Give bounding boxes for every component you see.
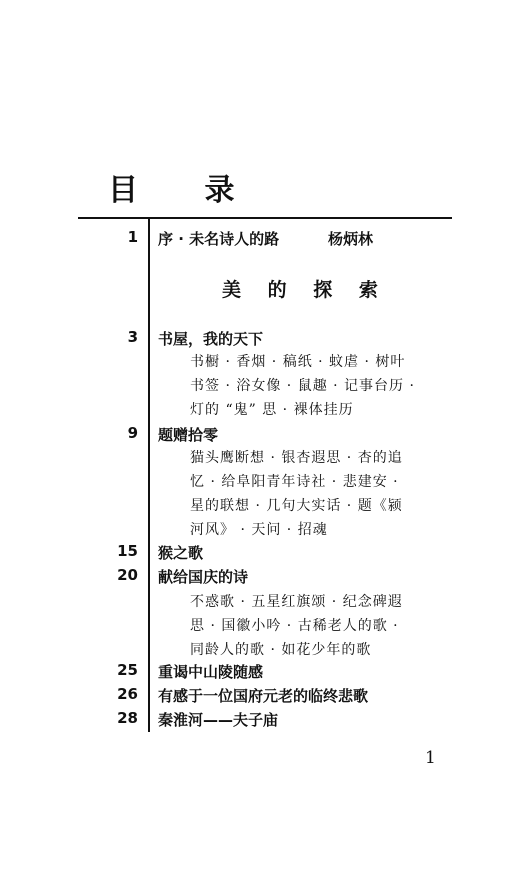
number-column-divider	[148, 219, 150, 732]
toc-entry[interactable]	[0, 709, 505, 733]
toc-entry[interactable]	[0, 424, 505, 448]
toc-entry[interactable]	[0, 566, 505, 590]
entry-title: 有感于一位国府元老的临终悲歌	[158, 687, 369, 705]
entry-subtitles	[190, 350, 420, 422]
entry-title: 书屋，我的天下	[158, 330, 264, 348]
entry-title: 献给国庆的诗	[158, 568, 249, 586]
entry-title: 猴之歌	[158, 544, 204, 562]
toc-entry[interactable]	[0, 685, 505, 709]
subtitle-line: 河风》 · 天问 · 招魂	[190, 522, 328, 538]
toc-entry[interactable]	[0, 661, 505, 685]
entry-page-number: 1	[127, 228, 138, 246]
entry-subtitles	[190, 446, 420, 542]
entry-page-number: 25	[117, 661, 138, 679]
subtitle-line: 忆 · 给阜阳青年诗社 · 悲建安 ·	[190, 474, 399, 490]
entry-title: 题赠拾零	[158, 426, 219, 444]
subtitle-line: 星的联想 · 几句大实话 · 题《颍	[190, 498, 403, 514]
entry-title: 秦淮河——夫子庙	[158, 711, 279, 729]
entry-author: 杨炳林	[328, 230, 374, 248]
heading-rule	[78, 217, 452, 219]
toc-entry[interactable]	[0, 542, 505, 566]
entry-page-number: 9	[127, 424, 138, 442]
entry-title: 序 · 未名诗人的路	[158, 230, 280, 248]
toc-entry-preface[interactable]	[0, 228, 505, 252]
subtitle-line: 书签 · 浴女像 · 鼠趣 · 记事台历 ·	[190, 378, 415, 394]
subtitle-line: 同龄人的歌 · 如花少年的歌	[190, 642, 372, 658]
entry-page-number: 28	[117, 709, 138, 727]
toc-entry[interactable]	[0, 328, 505, 352]
subtitle-line: 猫头鹰断想 · 银杏遐思 · 杏的追	[190, 450, 403, 466]
entry-page-number: 26	[117, 685, 138, 703]
section-title: 美 的 探 索	[222, 279, 388, 301]
page-number: 1	[425, 748, 436, 768]
subtitle-line: 灯的 “鬼” 思 · 裸体挂历	[190, 402, 354, 418]
entry-page-number: 15	[117, 542, 138, 560]
subtitle-line: 不惑歌 · 五星红旗颂 · 纪念碑遐	[190, 594, 403, 610]
toc-heading: 目 录	[108, 173, 263, 208]
entry-subtitles	[190, 590, 420, 662]
entry-page-number: 3	[127, 328, 138, 346]
entry-title: 重谒中山陵随感	[158, 663, 264, 681]
subtitle-line: 书橱 · 香烟 · 稿纸 · 蚊虐 · 树叶	[190, 354, 406, 370]
entry-page-number: 20	[117, 566, 138, 584]
subtitle-line: 思 · 国徽小吟 · 古稀老人的歌 ·	[190, 618, 399, 634]
